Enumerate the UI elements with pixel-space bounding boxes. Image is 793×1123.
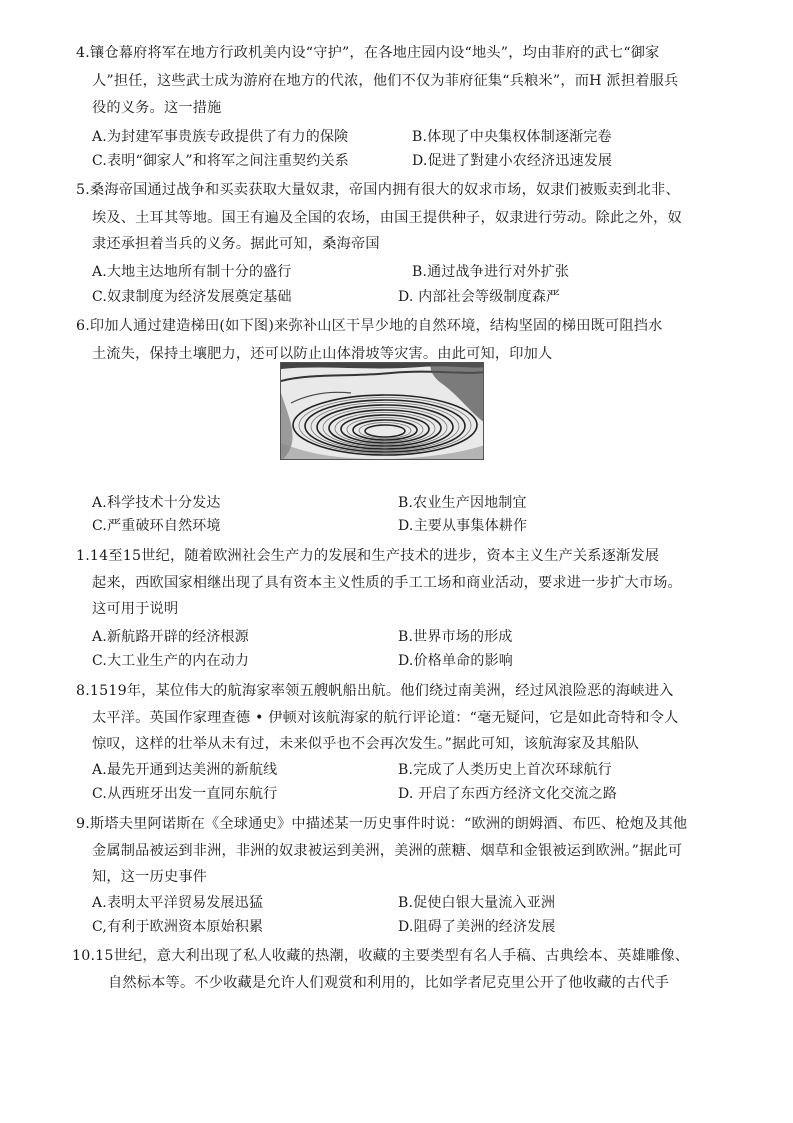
- question-9-line-1: 9.斯塔夫里阿诺斯在《全球通史》中描述某一历史事件时说：“欧洲的朗姆酒、布匹、枪炮及其他: [76, 816, 688, 832]
- question-5-line-1: 5.桑海帝国通过战争和买卖获取大量奴隶，帝国内拥有很大的奴求市场，奴隶们被贩卖到北非、: [76, 182, 680, 198]
- question-6-option-c[interactable]: C.严重破环自然环境: [92, 518, 221, 534]
- question-8-option-a[interactable]: A.最先开通到达美洲的新航线: [92, 762, 278, 778]
- question-8-option-c[interactable]: C.从西班牙出发一直同东航行: [92, 786, 278, 802]
- question-4-option-a[interactable]: A.为封建军事贵族专政提供了有力的保険: [92, 129, 349, 145]
- question-9-option-a[interactable]: A.表明太平洋贸易发展迅猛: [92, 895, 264, 911]
- question-4-option-c[interactable]: C.表明“御家人”和将军之间注重契约关系: [92, 153, 349, 169]
- question-7-option-d[interactable]: D.价格单命的影响: [398, 653, 513, 669]
- question-10-line-1: 10.15世纪，意大利出现了私人收藏的热潮，收藏的主要类型有名人手稿、古典绘本、英雄雕像、: [72, 948, 690, 964]
- question-7-option-b[interactable]: B.世界市场的形成: [398, 629, 513, 645]
- terrace-field-photo: [280, 362, 484, 460]
- question-5-option-d[interactable]: D. 内部社会等级制度森严: [398, 289, 561, 305]
- question-6-option-b[interactable]: B.农业生产因地制宜: [398, 495, 527, 511]
- question-7-line-1: 1.14至15世纪，随着欧洲社会生产力的发展和生产技术的进步，资本主义生产关系逐渐发展: [76, 548, 660, 564]
- question-4-option-b[interactable]: B.体现了中央集权体制逐渐完卷: [412, 129, 612, 145]
- question-9-line-2: 金属制品被运到非洲，非洲的奴隶被运到美洲，美洲的蔗糖、烟草和金银被运到欧洲。”据此可: [92, 843, 683, 859]
- question-8-option-d[interactable]: D. 开启了东西方经济文化交流之路: [398, 786, 618, 802]
- question-8-line-2: 太平洋。英国作家理查德 • 伊顿对该航海家的航行评论道：“毫无疑问，它是如此奇特和令人: [92, 710, 679, 726]
- question-6-option-d[interactable]: D.主要从事集体耕作: [398, 518, 528, 534]
- question-6-line-1: 6.印加人通过建造梯田(如下图)来弥补山区干旱少地的自然环境，结构坚固的梯田既可阻挡水: [76, 318, 663, 334]
- question-5-option-c[interactable]: C.奴隶制度为经济发展奠定基础: [92, 289, 292, 305]
- question-10-line-2: 自然标本等。不少收藏是允许人们观赏和利用的，比如学者尼克里公开了他收藏的古代手: [108, 975, 670, 991]
- terrace-field-illustration: [281, 363, 484, 460]
- question-4-option-d[interactable]: D.促进了對建小农经济迅速发展: [412, 153, 613, 169]
- question-9-line-3: 知，这一历史事件: [92, 869, 208, 885]
- question-4-line-2: 人”担任，这些武士成为游府在地方的代浓，他们不仅为菲府征集“兵粮米”，而H 派担着服兵: [92, 73, 679, 89]
- question-4-line-1: 4.镶仓幕府将军在地方行政机美内设“守护”，在各地庄园内设“地头”，均由菲府的武七“御家: [76, 45, 660, 61]
- question-9-option-c[interactable]: C,有利于欧洲资本原始积累: [92, 919, 264, 935]
- question-5-line-3: 隶还承担着当兵的义务。据此可知，桑海帝国: [92, 236, 380, 252]
- question-7-option-a[interactable]: A.新航路开辟的经济根源: [92, 629, 249, 645]
- question-9-option-d[interactable]: D.阻碍了美洲的经济发展: [398, 919, 556, 935]
- question-8-option-b[interactable]: B.完成了人类历史上首次环球航行: [398, 762, 612, 778]
- question-7-line-3: 这可用于说明: [92, 601, 179, 617]
- question-5-option-a[interactable]: A.大地主达地所有制十分的盛行: [92, 264, 292, 280]
- question-6-line-2: 土流失，保持土壤肥力，还可以防止山体滑坡等灾害。由此可知，印加人: [92, 346, 553, 362]
- question-5-line-2: 埃及、土耳其等地。国王有遍及全国的农场，由国王提供种子，奴隶进行劳动。除此之外，奴: [92, 210, 682, 226]
- question-7-option-c[interactable]: C.大工业生产的内在动力: [92, 653, 250, 669]
- question-7-line-2: 起来，西欧国家相继出现了具有资本主义性质的手工工场和商业活动，要求进一步扩大市场。: [92, 575, 682, 591]
- question-9-option-b[interactable]: B.促使白银大量流入亚洲: [398, 895, 556, 911]
- question-8-line-1: 8.1519年，某位伟大的航海家率领五艘帆船出航。他们绕过南美洲，经过风浪险恶的海峡进入: [76, 683, 674, 699]
- question-6-option-a[interactable]: A.科学技术十分发达: [92, 495, 221, 511]
- question-8-line-3: 惊叹，这样的壮举从未有过，未来似乎也不会再次发生。”据此可知，该航海家及其船队: [92, 736, 640, 752]
- question-5-option-b[interactable]: B.通过战争进行对外扩张: [412, 264, 570, 280]
- question-4-line-3: 役的义务。这一措施: [92, 100, 222, 116]
